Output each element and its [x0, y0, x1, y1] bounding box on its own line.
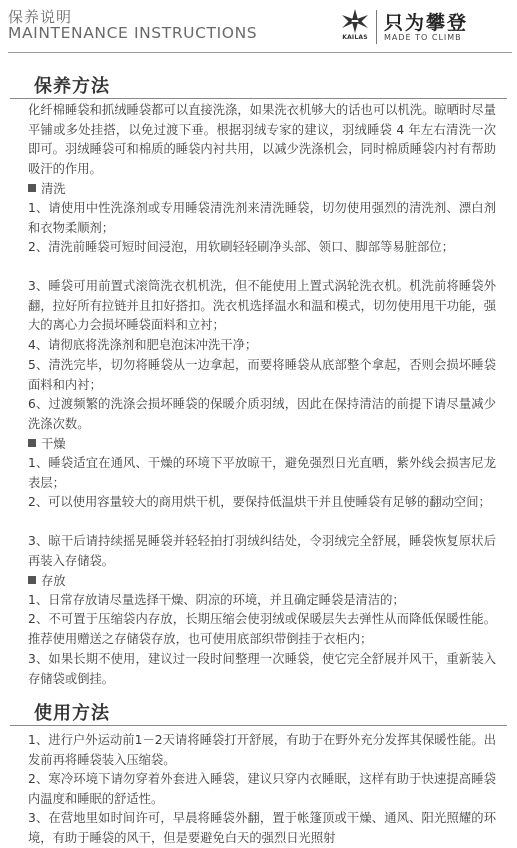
storage-item-2: 2、不可置于压缩袋内存放，长期压缩会使羽绒或保暖层失去弹性从而降低保暖性能。推荐使用赠送之存储袋存放，也可使用底部织带倒挂于衣柜内；: [28, 612, 496, 646]
washing-item-1: 1、请使用中性洗涤剂或专用睡袋清洗剂来清洗睡袋，切勿使用强烈的清洗剂、漂白剂和衣物柔顺剂；: [28, 201, 496, 235]
storage-item-1: 1、日常存放请尽量选择干燥、阴凉的环境，并且确定睡袋是清洁的；: [28, 593, 405, 607]
storage-item-3: 3、如果长期不使用，建议过一段时间整理一次睡袋，使它完全舒展并风干，重新装入存储袋或倒挂。: [28, 652, 496, 686]
drying-item-2: 2、可以使用容量较大的商用烘干机，要保持低温烘干并且使睡袋有足够的翻动空间；: [28, 495, 491, 509]
section-heading-storage: [28, 572, 66, 592]
logo-text: KAILAS: [342, 34, 368, 41]
washing-item-2: 2、清洗前睡袋可短时间浸泡，用软刷轻轻刷净头部、领口、脚部等易脏部位；: [28, 240, 454, 254]
header-title-en: MAINTENANCE INSTRUCTIONS: [8, 24, 258, 42]
header-title-zh: 保养说明: [8, 8, 73, 26]
storage-heading: 存放: [41, 574, 66, 588]
header-divider: [8, 52, 512, 53]
brand-divider: [376, 10, 377, 44]
section-heading-drying: [28, 435, 66, 455]
maintenance-title-underline: [10, 98, 507, 99]
usage-item-3: 3、在营地里如时间许可，早晨将睡袋外翻，置于帐篷顶或干燥、通风、阳光照耀的环境，有助于睡袋的风干，但是要避免白天的强烈日光照射: [28, 811, 496, 845]
usage-item-2: 2、寒冷环境下请勿穿着外套进入睡袋，建议只穿内衣睡眠，这样有助于快速提高睡袋内温度和睡眠的舒适性。: [28, 772, 496, 806]
square-bullet-icon: [28, 439, 36, 447]
maintenance-title: 保养方法: [34, 76, 110, 97]
drying-heading: 干燥: [41, 437, 66, 451]
washing-item-6: 6、过渡频繁的洗涤会损坏睡袋的保暖介质羽绒，因此在保持清洁的前提下请尽量减少洗涤次数。: [28, 397, 496, 431]
usage-title-underline: [10, 725, 507, 726]
brand-block: [338, 8, 510, 48]
usage-item-1: 1、进行户外运动前1－2天请将睡袋打开舒展，有助于在野外充分发挥其保暖性能。出发前再将睡袋装入压缩袋。: [28, 733, 496, 767]
section-heading-washing: [28, 180, 66, 200]
washing-heading: 清洗: [41, 182, 66, 196]
square-bullet-icon: [28, 184, 36, 192]
drying-item-3: 3、晾干后请持续摇晃睡袋并轻轻拍打羽绒纠结处，令羽绒完全舒展，睡袋恢复原状后再装入存储袋。: [28, 534, 496, 568]
kailas-logo: [338, 8, 372, 48]
washing-item-5: 5、清洗完毕，切勿将睡袋从一边拿起，而要将睡袋从底部整个拿起，否则会损坏睡袋面料和内衬；: [28, 358, 496, 392]
maintenance-intro: 化纤棉睡袋和抓绒睡袋都可以直接洗涤，如果洗衣机够大的话也可以机洗。晾晒时尽量平铺或多处挂搭，以免过渡下垂。根据羽绒专家的建议，羽绒睡袋 4 年左右清洗一次即可。羽绒睡袋可和棉质的睡袋内衬共用，以减少洗涤机会，同时棉质睡袋内衬有帮助吸汗的作用。: [28, 103, 496, 176]
square-bullet-icon: [28, 576, 36, 584]
washing-item-4: 4、请彻底将洗涤剂和肥皂泡沫冲洗干净；: [28, 338, 258, 352]
drying-item-1: 1、睡袋适宜在通风、干燥的环境下平放晾干，避免强烈日光直晒，紫外线会损害尼龙表层；: [28, 456, 496, 490]
snowflake-logo-icon: [338, 8, 372, 34]
slogan-en: MADE TO CLIMB: [384, 33, 462, 42]
slogan-zh: 只为攀登: [384, 12, 469, 34]
header: [0, 0, 517, 52]
usage-title: 使用方法: [34, 703, 110, 724]
washing-item-3: 3、睡袋可用前置式滚筒洗衣机机洗，但不能使用上置式涡轮洗衣机。机洗前将睡袋外翻，拉好所有拉链并且扣好搭扣。洗衣机选择温水和温和模式，切勿使用甩干功能，强大的离心力会损坏睡袋面料和立衬；: [28, 279, 496, 333]
